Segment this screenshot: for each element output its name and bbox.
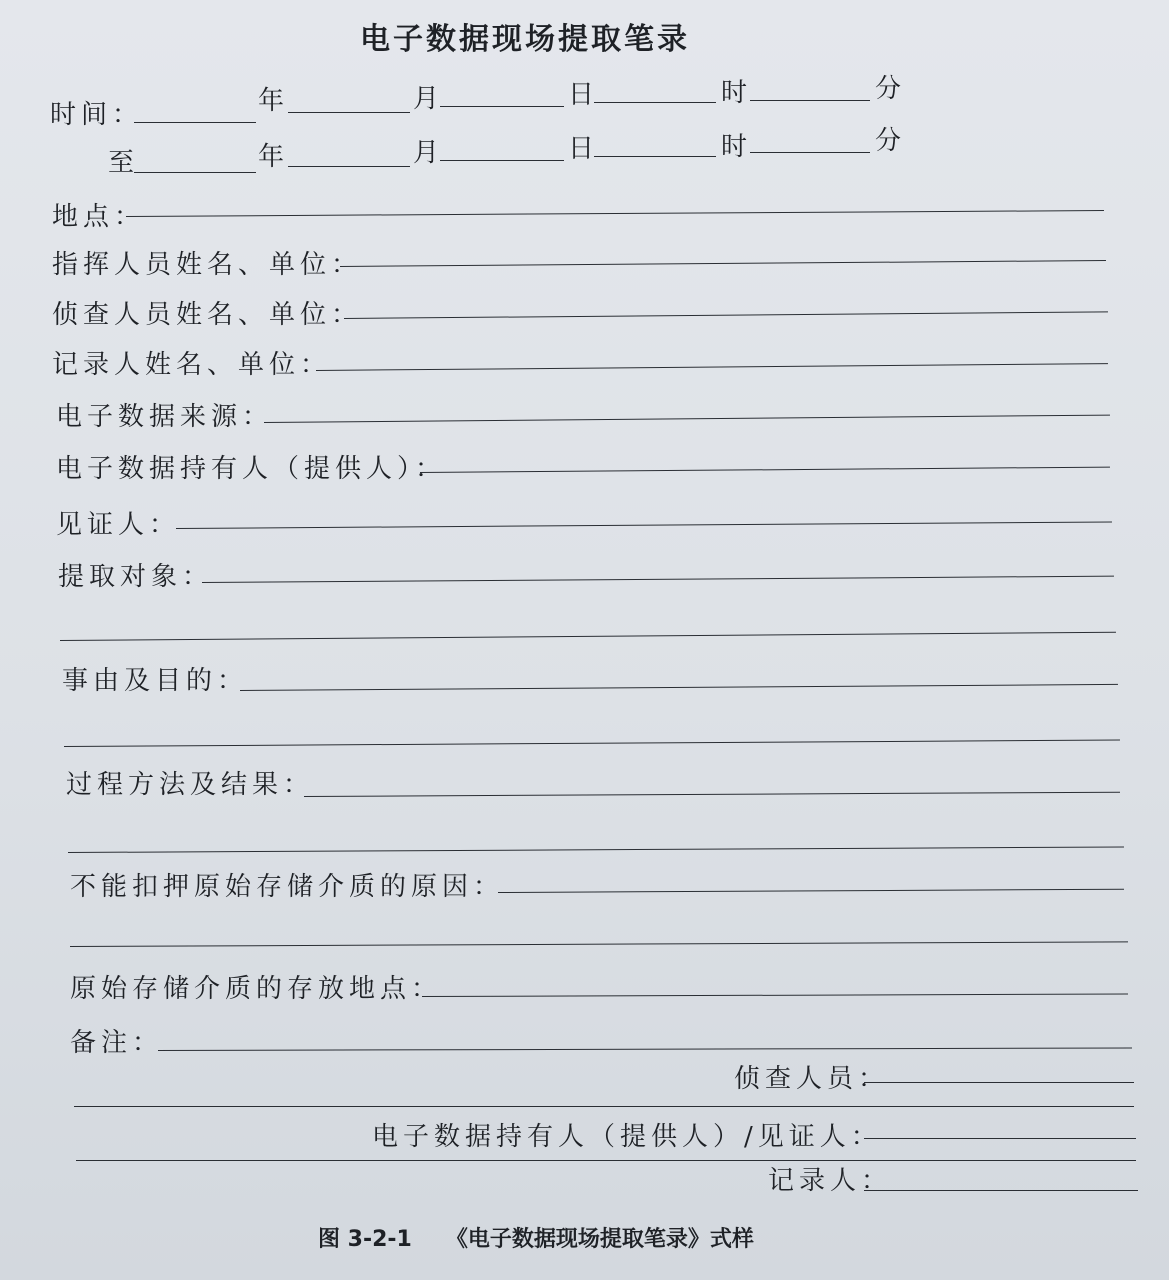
holder-witness-signature-label: 电子数据持有人（提供人）/见证人： [372, 1122, 882, 1152]
form-title: 电子数据现场提取笔录 [360, 22, 690, 57]
end-year-line[interactable] [134, 172, 256, 173]
time-label: 时间： [50, 100, 144, 130]
figure-caption [318, 1222, 754, 1253]
reason-line-2[interactable] [64, 740, 1120, 747]
to-label: 至 [108, 148, 140, 178]
end-year-unit: 年 [258, 142, 290, 172]
holder-line[interactable] [420, 467, 1110, 473]
recorder-label: 记录人姓名、单位： [52, 350, 332, 380]
figure-caption-text: 《电子数据现场提取笔录》式样 [445, 1227, 754, 1252]
start-day-line[interactable] [440, 106, 564, 107]
remarks-line-2[interactable] [74, 1106, 1134, 1107]
storage-location-line[interactable] [422, 994, 1128, 997]
no-seizure-reason-label: 不能扣押原始存储介质的原因： [70, 872, 505, 902]
no-seizure-reason-line[interactable] [498, 889, 1124, 893]
witness-label: 见证人： [56, 510, 181, 540]
remarks-line-3[interactable] [76, 1160, 1136, 1161]
remarks-label: 备注： [70, 1028, 164, 1058]
witness-line[interactable] [176, 521, 1112, 529]
holder-witness-signature-line[interactable] [864, 1138, 1136, 1139]
process-line-1[interactable] [304, 792, 1120, 797]
recorder-line[interactable] [316, 363, 1108, 371]
start-day-unit: 日 [568, 80, 600, 110]
recorder-signature-label: 记录人： [768, 1166, 893, 1196]
start-hour-unit: 时 [721, 78, 753, 108]
end-minute-line[interactable] [750, 152, 870, 153]
start-month-unit: 月 [413, 84, 445, 114]
remarks-line[interactable] [158, 1047, 1132, 1051]
reason-line-1[interactable] [240, 684, 1118, 691]
end-minute-unit: 分 [875, 126, 907, 156]
end-month-line[interactable] [288, 166, 410, 167]
end-hour-line[interactable] [594, 156, 716, 157]
source-line[interactable] [264, 415, 1110, 423]
start-year-line[interactable] [134, 122, 256, 123]
location-line[interactable] [126, 210, 1104, 217]
end-hour-unit: 时 [721, 132, 753, 162]
start-month-line[interactable] [288, 112, 410, 113]
investigator-signature-line[interactable] [864, 1082, 1134, 1083]
end-month-unit: 月 [413, 138, 445, 168]
recorder-signature-line[interactable] [864, 1190, 1138, 1191]
source-label: 电子数据来源： [56, 402, 274, 432]
investigator-signature-label: 侦查人员： [734, 1064, 890, 1094]
process-label: 过程方法及结果： [66, 770, 315, 800]
start-minute-unit: 分 [875, 74, 907, 104]
start-year-unit: 年 [258, 86, 290, 116]
reason-label: 事由及目的： [62, 666, 249, 696]
commander-line[interactable] [340, 260, 1106, 267]
object-line-1[interactable] [202, 576, 1114, 583]
start-minute-line[interactable] [750, 100, 870, 101]
location-label: 地点： [52, 202, 146, 232]
end-day-line[interactable] [440, 160, 564, 161]
storage-location-label: 原始存储介质的存放地点： [70, 974, 443, 1004]
end-day-unit: 日 [568, 134, 600, 164]
figure-number: 图 3-2-1 [318, 1227, 412, 1252]
process-line-2[interactable] [68, 846, 1124, 853]
commander-label: 指挥人员姓名、单位： [52, 250, 363, 280]
no-seizure-reason-line-2[interactable] [70, 941, 1128, 947]
object-label: 提取对象： [58, 562, 214, 592]
object-line-2[interactable] [60, 632, 1116, 641]
holder-label: 电子数据持有人（提供人）： [56, 454, 447, 484]
start-hour-line[interactable] [594, 102, 716, 103]
investigators-label: 侦查人员姓名、单位： [52, 300, 363, 330]
investigators-line[interactable] [344, 311, 1108, 319]
